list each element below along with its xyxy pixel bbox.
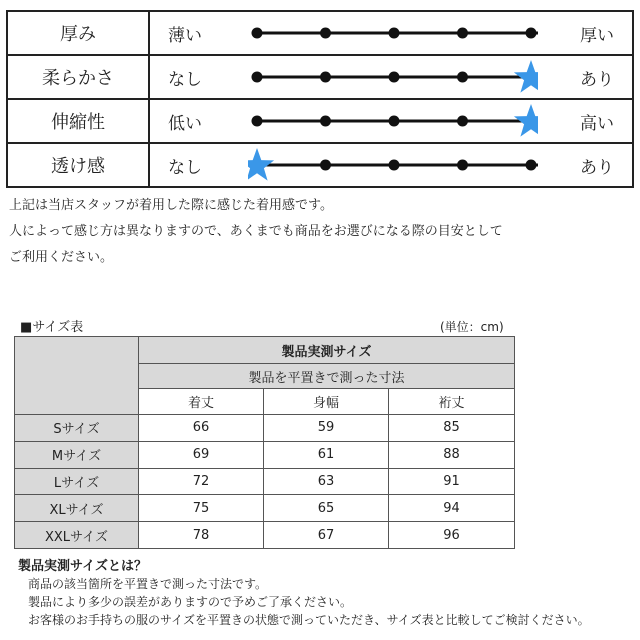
- size-corner-cell: [15, 337, 139, 415]
- size-value: 94: [389, 495, 515, 522]
- scale-dot: [526, 28, 537, 39]
- size-value: 72: [139, 468, 264, 495]
- scale-dot: [457, 160, 468, 171]
- size-value: 67: [264, 522, 389, 549]
- feel-row: [7, 11, 633, 55]
- scale-low-label: 低い: [168, 114, 202, 134]
- feel-attribute: 透け感: [7, 143, 149, 187]
- size-value: 59: [264, 415, 389, 442]
- size-header: 製品実測サイズ: [139, 337, 515, 364]
- size-unit: (単位：cm): [440, 320, 504, 334]
- size-value: 66: [139, 415, 264, 442]
- definition-line-1: 商品の該当箇所を平置きで測った寸法です。: [28, 577, 268, 591]
- size-row: [15, 468, 515, 495]
- size-label: Mサイズ: [15, 441, 139, 468]
- scale-dot: [320, 72, 331, 83]
- feel-row: [7, 55, 633, 99]
- scale-dot: [252, 28, 263, 39]
- size-value: 96: [389, 522, 515, 549]
- scale-dot: [389, 160, 400, 171]
- feel-scale-cell: [149, 55, 633, 99]
- feel-note-3: ご利用ください。: [9, 250, 114, 265]
- column-header: 身幅: [264, 389, 389, 415]
- size-value: 69: [139, 441, 264, 468]
- column-header: 着丈: [139, 389, 264, 415]
- scale-track: [248, 144, 538, 186]
- size-row: [15, 415, 515, 442]
- definition-line-3: お客様のお手持ちの服のサイズを平置きの状態で測っていただき、サイズ表と比較してご検討ください。: [28, 613, 590, 627]
- scale-high-label: あり: [580, 70, 614, 90]
- size-label: XXLサイズ: [15, 522, 139, 549]
- scale-dot: [252, 116, 263, 127]
- feel-row: [7, 99, 633, 143]
- size-value: 61: [264, 441, 389, 468]
- scale-track: [248, 12, 538, 54]
- size-subheader: 製品を平置きで測った寸法: [139, 364, 515, 389]
- feel-note-2: 人によって感じ方は異なりますので、あくまでも商品をお選びになる際の目安として: [9, 224, 503, 239]
- size-label: Sサイズ: [15, 415, 139, 442]
- size-value: 88: [389, 441, 515, 468]
- size-value: 85: [389, 415, 515, 442]
- scale-high-label: 厚い: [580, 26, 614, 46]
- feel-attribute: 厚み: [7, 11, 149, 55]
- scale-dot: [320, 116, 331, 127]
- definition-line-2: 製品により多少の誤差がありますので予めご了承ください。: [28, 595, 353, 609]
- feel-table: [6, 10, 634, 188]
- size-table-title: ■サイズ表: [20, 320, 84, 335]
- feel-row: [7, 143, 633, 187]
- scale-track: [248, 56, 538, 98]
- scale-low-label: 薄い: [168, 26, 202, 46]
- feel-scale-cell: [149, 99, 633, 143]
- definition-title: 製品実測サイズとは？: [18, 559, 147, 574]
- size-row: [15, 495, 515, 522]
- size-value: 91: [389, 468, 515, 495]
- size-value: 75: [139, 495, 264, 522]
- scale-dot: [389, 116, 400, 127]
- scale-dot: [457, 28, 468, 39]
- scale-dot: [457, 116, 468, 127]
- scale-low-label: なし: [168, 70, 202, 90]
- size-label: XLサイズ: [15, 495, 139, 522]
- size-value: 63: [264, 468, 389, 495]
- scale-dot: [389, 28, 400, 39]
- feel-attribute: 伸縮性: [7, 99, 149, 143]
- size-row: [15, 522, 515, 549]
- feel-scale-cell: [149, 143, 633, 187]
- size-value: 65: [264, 495, 389, 522]
- scale-dot: [457, 72, 468, 83]
- scale-low-label: なし: [168, 158, 202, 178]
- size-value: 78: [139, 522, 264, 549]
- size-label: Lサイズ: [15, 468, 139, 495]
- scale-high-label: あり: [580, 158, 614, 178]
- column-header: 裄丈: [389, 389, 515, 415]
- scale-track: [248, 100, 538, 142]
- size-row: [15, 441, 515, 468]
- scale-dot: [526, 160, 537, 171]
- feel-note-1: 上記は当店スタッフが着用した際に感じた着用感です。: [9, 198, 333, 213]
- scale-dot: [320, 160, 331, 171]
- scale-high-label: 高い: [580, 114, 614, 134]
- scale-dot: [252, 72, 263, 83]
- feel-attribute: 柔らかさ: [7, 55, 149, 99]
- size-table: [14, 336, 515, 549]
- scale-dot: [320, 28, 331, 39]
- feel-scale-cell: [149, 11, 633, 55]
- scale-dot: [389, 72, 400, 83]
